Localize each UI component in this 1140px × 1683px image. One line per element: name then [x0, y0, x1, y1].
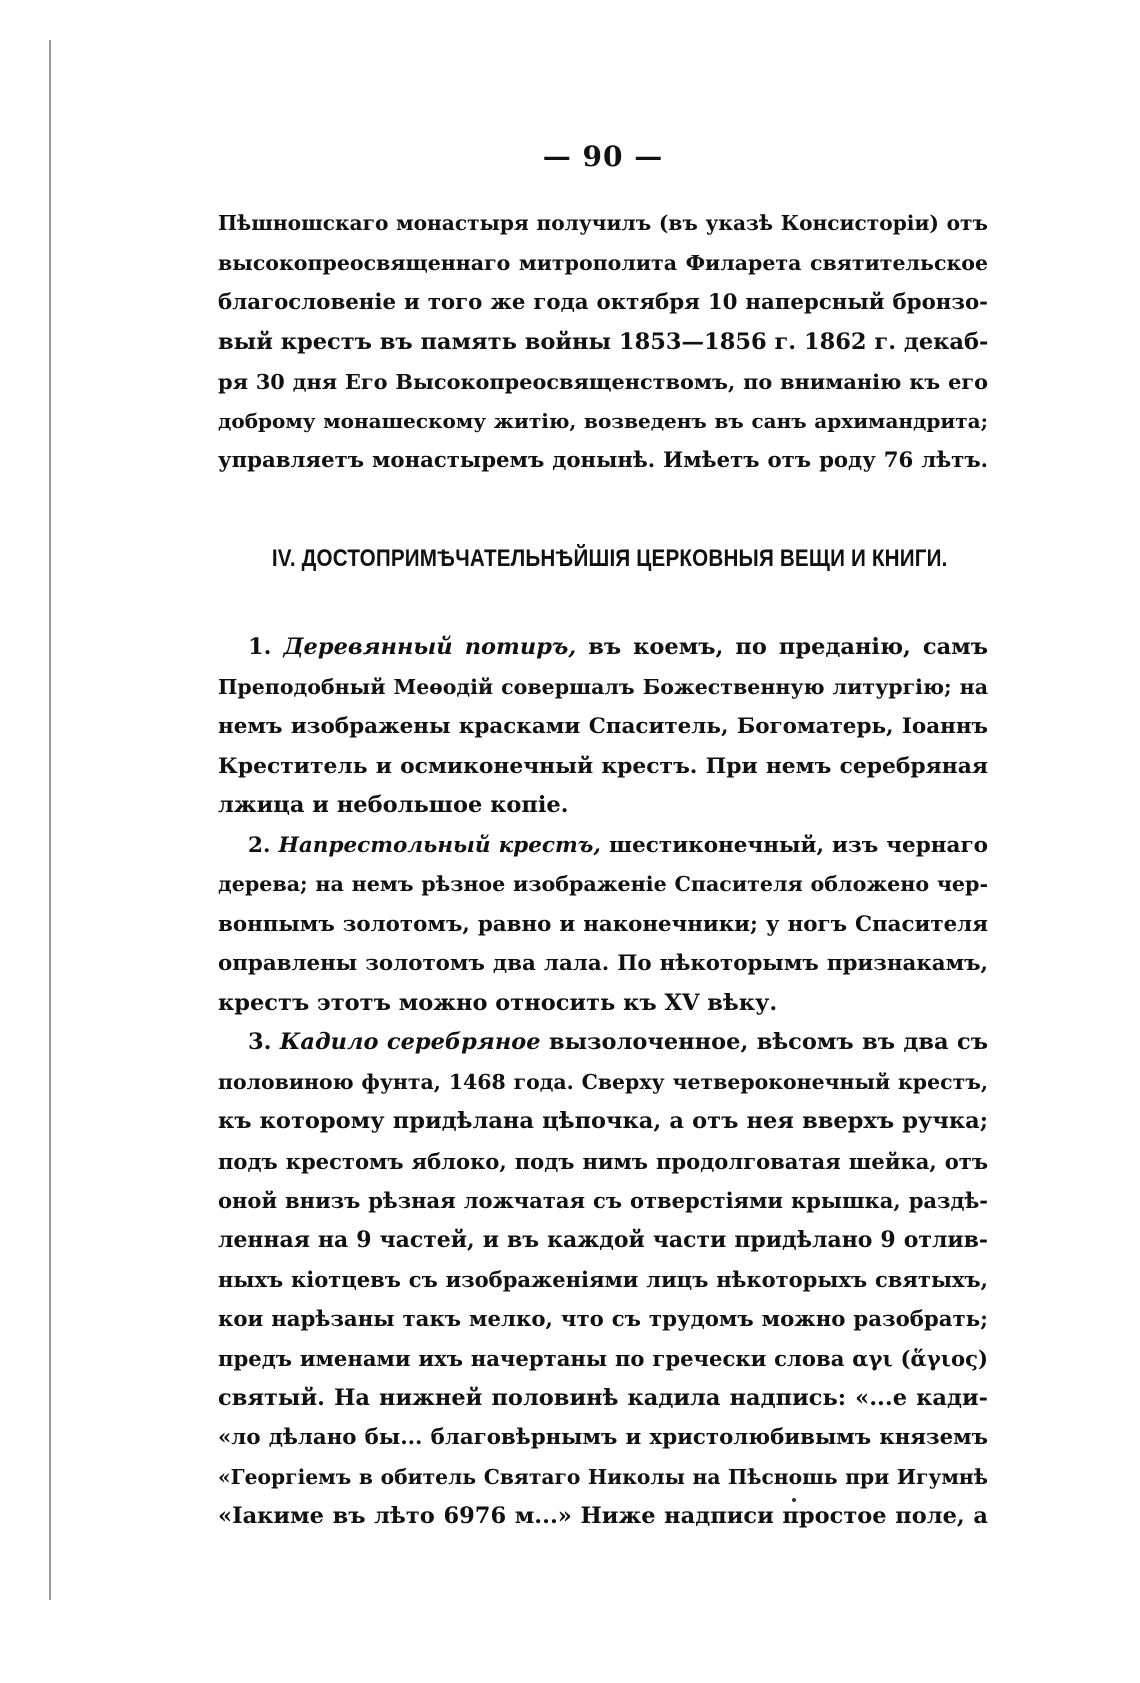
text-line: Преподобный Меѳодій совершалъ Божественную литургію; на [218, 674, 988, 699]
item-1-first-line [218, 628, 988, 668]
item-term: Деревянный потиръ, [283, 634, 577, 660]
text-line: крестъ этотъ можно относить къ XV вѣку. [218, 989, 778, 1016]
text-line: благословеніе и того же года октября 10 наперсный бронзо- [218, 290, 988, 315]
text-line: доброму монашескому житію, возведенъ въ санъ архимандрита; [218, 408, 988, 433]
text-line: половиною фунта, 1468 года. Сверху четвероконечный крестъ, [218, 1069, 988, 1094]
items-list [218, 628, 988, 1537]
text-line: къ которому придѣлана цѣпочка, а отъ нея вверхъ ручка; [218, 1108, 988, 1134]
text-line: управляетъ монастыремъ донынѣ. Имѣетъ отъ роду 76 лѣтъ. [218, 448, 988, 473]
item-first-rest: въ коемъ, по преданію, самъ [588, 634, 989, 660]
text-line: Пѣшношскаго монастыря получилъ (въ указѣ Консисторіи) отъ [218, 211, 988, 235]
item-term: Кадило серебряное [279, 1029, 541, 1055]
item-2-first-line [218, 826, 988, 866]
text-line: вонпымъ золотомъ, равно и наконечники; у ногъ Спасителя [218, 911, 988, 937]
text-line: Креститель и осмиконечный крестъ. При немъ серебряная [218, 753, 988, 779]
text-line: оправлены золотомъ два лала. По нѣкоторымъ признакамъ, [218, 951, 988, 976]
intro-paragraph [218, 204, 988, 481]
text-line: «Георгіемъ в обитель Святаго Николы на Пѣсношь при Игумнѣ [218, 1464, 988, 1489]
text-line: лжица и небольшое копіе. [218, 792, 569, 818]
text-line: кои нарѣзаны такъ мелко, что съ трудомъ можно разобрать; [218, 1306, 988, 1332]
item-first-rest: шестиконечный, изъ чернаго [608, 832, 989, 858]
item-term: Напрестольный крестъ, [278, 832, 601, 858]
text-line: «ло дѣлано бы... благовѣрнымъ и христолюбивымъ княземъ [218, 1425, 988, 1450]
section-heading: IV. ДОСТОПРИМѢЧАТЕЛЬНѢЙШІЯ ЦЕРКОВНЫЯ ВЕЩИ И КНИГИ. [271, 545, 948, 572]
text-line: подъ крестомъ яблоко, подъ нимъ продолговатая шейка, отъ [218, 1148, 988, 1174]
text-line: «Іакиме въ лѣто 6976 м...» Ниже надписи простое поле, а [218, 1503, 988, 1529]
text-line: высокопреосвященнаго митрополита Филарета святительское [218, 250, 988, 275]
text-line: ныхъ кіотцевъ съ изображеніями лицъ нѣкоторыхъ святыхъ, [218, 1267, 988, 1292]
text-line: вый крестъ въ память войны 1853—1856 г. 1862 г. декаб- [218, 328, 989, 355]
page-number: — 90 — [542, 140, 664, 173]
item-number: 3. [248, 1029, 272, 1055]
item-number: 1. [248, 634, 272, 660]
text-line: немъ изображены красками Спаситель, Богоматерь, Іоаннъ [218, 714, 988, 739]
text-line: оной внизъ рѣзная ложчатая съ отверстіями крышка, раздѣ- [218, 1188, 988, 1213]
item-first-rest: вызолоченное, вѣсомъ въ два съ [548, 1029, 988, 1055]
item-number: 2. [248, 832, 271, 858]
text-line: ленная на 9 частей, и въ каждой части придѣлано 9 отлив- [218, 1226, 988, 1253]
text-line: святый. На нижней половинѣ кадила надпись: «...е кади- [218, 1384, 988, 1411]
scan-edge-line [49, 40, 51, 1600]
item-3-first-line [218, 1023, 988, 1063]
text-line: ря 30 дня Его Высокопреосвященствомъ, по вниманію къ его [218, 369, 988, 394]
text-line: предъ именами ихъ начертаны по гречески слова αγι (ἅγιος) [218, 1346, 988, 1371]
text-line: дерева; на немъ рѣзное изображеніе Спасителя обложено чер- [218, 872, 988, 896]
